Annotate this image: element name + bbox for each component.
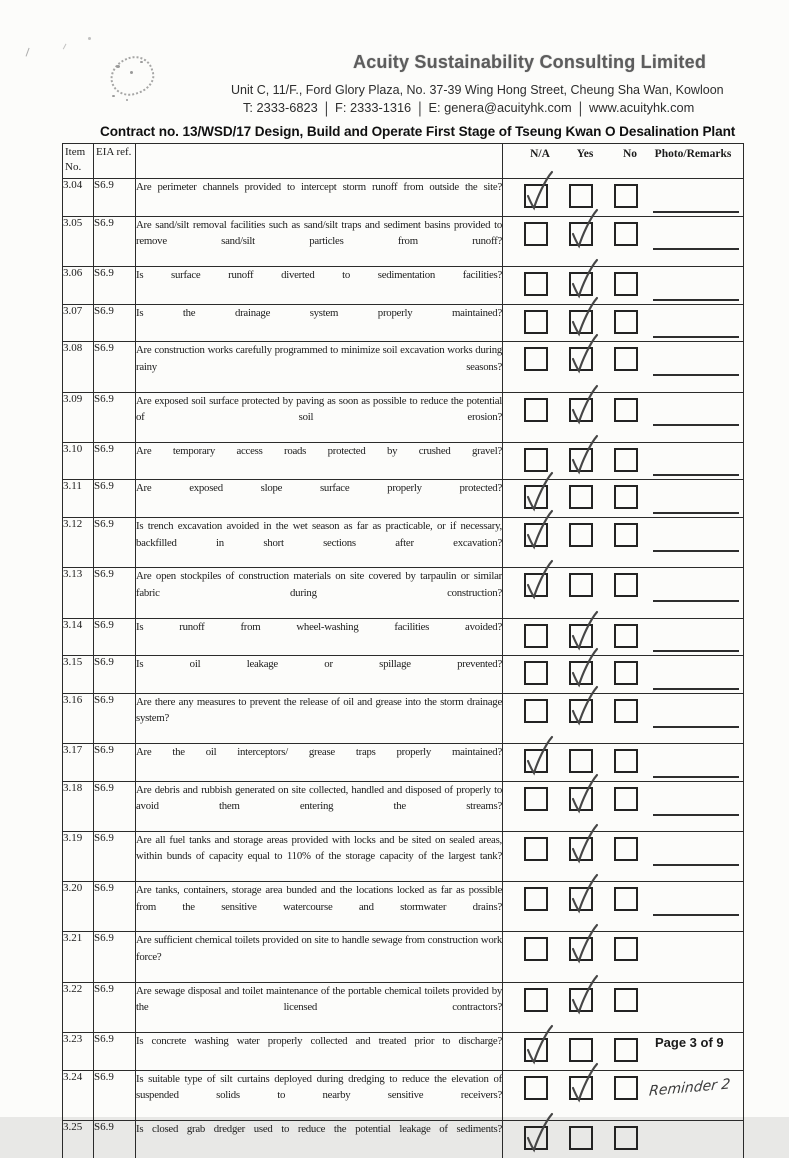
answer-cell bbox=[503, 216, 744, 266]
na-checkbox[interactable] bbox=[524, 1038, 548, 1062]
check-mark-icon bbox=[566, 435, 600, 477]
eia-ref-cell: S6.9 bbox=[94, 832, 136, 882]
yes-checkbox[interactable] bbox=[569, 184, 593, 208]
question-cell: Are temporary access roads protected by crushed gravel? bbox=[136, 442, 503, 480]
item-no-cell: 3.19 bbox=[63, 832, 94, 882]
yes-checkbox[interactable] bbox=[569, 573, 593, 597]
checklist-row bbox=[63, 480, 744, 518]
fax-label: F: 2333-1316 bbox=[335, 100, 412, 115]
remarks-line bbox=[653, 374, 739, 376]
checklist-row bbox=[63, 832, 744, 882]
no-checkbox[interactable] bbox=[614, 1038, 638, 1062]
checklist-row bbox=[63, 1070, 744, 1120]
remarks-line bbox=[653, 914, 739, 916]
check-mark-icon bbox=[566, 924, 600, 966]
no-checkbox[interactable] bbox=[614, 184, 638, 208]
na-checkbox[interactable] bbox=[524, 347, 548, 371]
separator: | bbox=[324, 98, 329, 117]
na-checkbox[interactable] bbox=[524, 523, 548, 547]
answer-cell bbox=[503, 179, 744, 217]
checklist-row bbox=[63, 304, 744, 342]
yes-checkbox[interactable] bbox=[569, 837, 593, 861]
na-checkbox[interactable] bbox=[524, 661, 548, 685]
na-checkbox[interactable] bbox=[524, 573, 548, 597]
handwritten-remark: Reminder 2 bbox=[648, 1075, 731, 1100]
check-mark-icon bbox=[566, 611, 600, 653]
question-header bbox=[136, 144, 503, 179]
remarks-line bbox=[653, 512, 739, 514]
separator: | bbox=[418, 98, 422, 117]
item-no-cell: 3.18 bbox=[63, 781, 94, 831]
no-checkbox[interactable] bbox=[614, 699, 638, 723]
question-cell: Are perimeter channels provided to intercept storm runoff from outside the site? bbox=[136, 179, 503, 217]
eia-ref-cell: S6.9 bbox=[94, 693, 136, 743]
answer-cell bbox=[503, 568, 744, 618]
remarks-line bbox=[653, 474, 739, 476]
na-checkbox[interactable] bbox=[524, 448, 548, 472]
yes-checkbox[interactable] bbox=[569, 1126, 593, 1150]
pencil-mark bbox=[63, 44, 68, 51]
eia-ref-cell: S6.9 bbox=[94, 882, 136, 932]
na-checkbox[interactable] bbox=[524, 988, 548, 1012]
item-no-cell: 3.04 bbox=[63, 179, 94, 217]
answer-cell bbox=[503, 618, 744, 656]
item-no-cell: 3.25 bbox=[63, 1120, 94, 1157]
question-cell: Are sufficient chemical toilets provided on site to handle sewage from construction work force? bbox=[136, 932, 503, 982]
answer-cell bbox=[503, 781, 744, 831]
yes-checkbox[interactable] bbox=[569, 272, 593, 296]
remarks-line bbox=[653, 299, 739, 301]
item-no-cell: 3.16 bbox=[63, 693, 94, 743]
check-mark-icon bbox=[566, 824, 600, 866]
checklist-row bbox=[63, 568, 744, 618]
checklist-row bbox=[63, 781, 744, 831]
check-mark-icon bbox=[566, 385, 600, 427]
na-checkbox[interactable] bbox=[524, 1076, 548, 1100]
checklist-table bbox=[62, 143, 744, 1158]
company-address: Unit C, 11/F., Ford Glory Plaza, No. 37-39 Wing Hong Street, Cheung Sha Wan, Kowloon bbox=[231, 83, 724, 97]
na-checkbox[interactable] bbox=[524, 837, 548, 861]
item-no-cell: 3.20 bbox=[63, 882, 94, 932]
remarks-line bbox=[653, 336, 739, 338]
remarks-line bbox=[653, 550, 739, 552]
question-cell: Are there any measures to prevent the release of oil and grease into the storm drainage system? bbox=[136, 693, 503, 743]
eia-ref-cell: S6.9 bbox=[94, 304, 136, 342]
eia-ref-cell: S6.9 bbox=[94, 932, 136, 982]
pencil-mark bbox=[88, 37, 91, 40]
na-checkbox[interactable] bbox=[524, 184, 548, 208]
checklist-row bbox=[63, 656, 744, 694]
website-label: www.acuityhk.com bbox=[589, 100, 695, 115]
no-checkbox[interactable] bbox=[614, 1076, 638, 1100]
yes-checkbox[interactable] bbox=[569, 887, 593, 911]
check-mark-icon bbox=[566, 334, 600, 376]
remarks-line bbox=[653, 814, 739, 816]
na-checkbox[interactable] bbox=[524, 272, 548, 296]
question-cell: Is the drainage system properly maintained? bbox=[136, 304, 503, 342]
item-no-cell: 3.14 bbox=[63, 618, 94, 656]
yes-checkbox[interactable] bbox=[569, 523, 593, 547]
item-no-cell: 3.15 bbox=[63, 656, 94, 694]
na-checkbox[interactable] bbox=[524, 310, 548, 334]
remarks-line bbox=[653, 211, 739, 213]
question-cell: Is trench excavation avoided in the wet season as far as practicable, or if necessary, backfilled in short sections after excavation? bbox=[136, 518, 503, 568]
checklist-row bbox=[63, 1032, 744, 1070]
email-label: E: genera@acuityhk.com bbox=[428, 100, 572, 115]
question-cell: Are construction works carefully programmed to minimize soil excavation works during rainy seasons? bbox=[136, 342, 503, 392]
tel-label: T: 2333-6823 bbox=[243, 100, 318, 115]
question-cell: Are exposed soil surface protected by paving as soon as possible to reduce the potential of soil erosion? bbox=[136, 392, 503, 442]
remarks-line bbox=[653, 726, 739, 728]
check-mark-icon bbox=[521, 1025, 555, 1067]
na-checkbox[interactable] bbox=[524, 787, 548, 811]
yes-checkbox[interactable] bbox=[569, 448, 593, 472]
table-header-row bbox=[63, 144, 744, 179]
no-checkbox[interactable] bbox=[614, 624, 638, 648]
yes-checkbox[interactable] bbox=[569, 347, 593, 371]
answer-cell bbox=[503, 882, 744, 932]
item-no-header: Item No. bbox=[63, 144, 94, 179]
company-name: Acuity Sustainability Consulting Limited bbox=[353, 52, 707, 72]
question-cell: Are exposed slope surface properly protected? bbox=[136, 480, 503, 518]
checklist-row bbox=[63, 442, 744, 480]
question-cell: Is surface runoff diverted to sedimentation facilities? bbox=[136, 266, 503, 304]
na-checkbox[interactable] bbox=[524, 749, 548, 773]
eia-ref-cell: S6.9 bbox=[94, 982, 136, 1032]
eia-ref-cell: S6.9 bbox=[94, 518, 136, 568]
check-mark-icon bbox=[566, 774, 600, 816]
item-no-cell: 3.13 bbox=[63, 568, 94, 618]
no-checkbox[interactable] bbox=[614, 310, 638, 334]
checklist-rows bbox=[63, 144, 744, 1158]
item-no-cell: 3.09 bbox=[63, 392, 94, 442]
answer-cell bbox=[503, 1120, 744, 1157]
yes-checkbox[interactable] bbox=[569, 699, 593, 723]
contract-title: Contract no. 13/WSD/17 Design, Build and Operate First Stage of Tseung Kwan O Desalination Plant bbox=[100, 124, 736, 139]
yes-checkbox[interactable] bbox=[569, 310, 593, 334]
yes-checkbox[interactable] bbox=[569, 222, 593, 246]
no-checkbox[interactable] bbox=[614, 485, 638, 509]
check-mark-icon bbox=[566, 259, 600, 301]
check-mark-icon bbox=[566, 209, 600, 251]
yes-column-label: Yes bbox=[576, 148, 594, 160]
question-cell: Are tanks, containers, storage area bunded and the locations locked as far as possible from the sensitive watercourse and stormwater drains? bbox=[136, 882, 503, 932]
check-mark-icon bbox=[521, 1113, 555, 1155]
yes-checkbox[interactable] bbox=[569, 749, 593, 773]
answer-cell bbox=[503, 932, 744, 982]
na-column-label: N/A bbox=[530, 148, 550, 160]
eia-ref-cell: S6.9 bbox=[94, 216, 136, 266]
checklist-row bbox=[63, 342, 744, 392]
item-no-cell: 3.07 bbox=[63, 304, 94, 342]
pencil-mark bbox=[26, 48, 32, 57]
yes-checkbox[interactable] bbox=[569, 1076, 593, 1100]
answer-cell bbox=[503, 266, 744, 304]
item-no-cell: 3.08 bbox=[63, 342, 94, 392]
question-cell: Is concrete washing water properly collected and treated prior to discharge? bbox=[136, 1032, 503, 1070]
answer-cell bbox=[503, 656, 744, 694]
eia-ref-cell: S6.9 bbox=[94, 744, 136, 782]
eia-ref-cell: S6.9 bbox=[94, 1070, 136, 1120]
no-column-label: No bbox=[622, 148, 638, 160]
checklist-row bbox=[63, 216, 744, 266]
yes-checkbox[interactable] bbox=[569, 398, 593, 422]
eia-ref-cell: S6.9 bbox=[94, 781, 136, 831]
checklist-row bbox=[63, 1120, 744, 1157]
answer-cell bbox=[503, 744, 744, 782]
check-mark-icon bbox=[566, 874, 600, 916]
remarks-column-label: Photo/Remarks bbox=[654, 148, 732, 160]
question-cell: Are open stockpiles of construction materials on site covered by tarpaulin or similar fabric during construction? bbox=[136, 568, 503, 618]
no-checkbox[interactable] bbox=[614, 347, 638, 371]
checklist-row bbox=[63, 982, 744, 1032]
remarks-line bbox=[653, 776, 739, 778]
no-checkbox[interactable] bbox=[614, 837, 638, 861]
check-mark-icon bbox=[521, 560, 555, 602]
checklist-row bbox=[63, 179, 744, 217]
item-no-cell: 3.06 bbox=[63, 266, 94, 304]
eia-ref-cell: S6.9 bbox=[94, 442, 136, 480]
yes-checkbox[interactable] bbox=[569, 661, 593, 685]
check-mark-icon bbox=[521, 510, 555, 552]
item-no-cell: 3.22 bbox=[63, 982, 94, 1032]
remarks-line bbox=[653, 650, 739, 652]
eia-ref-cell: S6.9 bbox=[94, 266, 136, 304]
answer-cell bbox=[503, 392, 744, 442]
eia-ref-cell: S6.9 bbox=[94, 179, 136, 217]
check-mark-icon bbox=[521, 736, 555, 778]
na-checkbox[interactable] bbox=[524, 398, 548, 422]
no-checkbox[interactable] bbox=[614, 988, 638, 1012]
yes-checkbox[interactable] bbox=[569, 937, 593, 961]
no-checkbox[interactable] bbox=[614, 222, 638, 246]
no-checkbox[interactable] bbox=[614, 523, 638, 547]
page-number: Page 3 of 9 bbox=[655, 1035, 724, 1050]
eia-ref-cell: S6.9 bbox=[94, 342, 136, 392]
item-no-cell: 3.05 bbox=[63, 216, 94, 266]
question-cell: Are sand/silt removal facilities such as sand/silt traps and sediment basins provided to remove sand/silt particles from runoff? bbox=[136, 216, 503, 266]
no-checkbox[interactable] bbox=[614, 749, 638, 773]
question-cell: Are the oil interceptors/ grease traps properly maintained? bbox=[136, 744, 503, 782]
check-mark-icon bbox=[566, 975, 600, 1017]
no-checkbox[interactable] bbox=[614, 272, 638, 296]
eia-ref-cell: S6.9 bbox=[94, 568, 136, 618]
item-no-cell: 3.24 bbox=[63, 1070, 94, 1120]
check-mark-icon bbox=[521, 171, 555, 213]
question-cell: Is runoff from wheel-washing facilities avoided? bbox=[136, 618, 503, 656]
remarks-line bbox=[653, 600, 739, 602]
no-checkbox[interactable] bbox=[614, 887, 638, 911]
checklist-row bbox=[63, 693, 744, 743]
eia-ref-cell: S6.9 bbox=[94, 1120, 136, 1157]
na-checkbox[interactable] bbox=[524, 624, 548, 648]
no-checkbox[interactable] bbox=[614, 448, 638, 472]
question-cell: Is oil leakage or spillage prevented? bbox=[136, 656, 503, 694]
separator: | bbox=[578, 98, 583, 117]
yes-checkbox[interactable] bbox=[569, 624, 593, 648]
na-checkbox[interactable] bbox=[524, 222, 548, 246]
answer-cell bbox=[503, 342, 744, 392]
item-no-cell: 3.11 bbox=[63, 480, 94, 518]
item-no-cell: 3.23 bbox=[63, 1032, 94, 1070]
na-checkbox[interactable] bbox=[524, 887, 548, 911]
company-contact-line bbox=[243, 100, 694, 115]
checklist-row bbox=[63, 618, 744, 656]
eia-ref-cell: S6.9 bbox=[94, 618, 136, 656]
no-checkbox[interactable] bbox=[614, 1126, 638, 1150]
check-mark-icon bbox=[566, 648, 600, 690]
check-mark-icon bbox=[521, 472, 555, 514]
remarks-line bbox=[653, 864, 739, 866]
no-checkbox[interactable] bbox=[614, 661, 638, 685]
item-no-cell: 3.21 bbox=[63, 932, 94, 982]
check-mark-icon bbox=[566, 1063, 600, 1105]
item-no-cell: 3.12 bbox=[63, 518, 94, 568]
yes-checkbox[interactable] bbox=[569, 485, 593, 509]
answer-cell bbox=[503, 304, 744, 342]
item-no-cell: 3.10 bbox=[63, 442, 94, 480]
eia-ref-cell: S6.9 bbox=[94, 392, 136, 442]
company-stamp-icon bbox=[106, 55, 158, 101]
eia-ref-header: EIA ref. bbox=[94, 144, 136, 179]
na-checkbox[interactable] bbox=[524, 699, 548, 723]
question-cell: Is suitable type of silt curtains deployed during dredging to reduce the elevation of suspended solids to nearby sensitive receivers? bbox=[136, 1070, 503, 1120]
no-checkbox[interactable] bbox=[614, 937, 638, 961]
remarks-line bbox=[653, 688, 739, 690]
no-checkbox[interactable] bbox=[614, 398, 638, 422]
check-mark-icon bbox=[566, 297, 600, 339]
no-checkbox[interactable] bbox=[614, 787, 638, 811]
question-cell: Are sewage disposal and toilet maintenance of the portable chemical toilets provided by the licensed contractors? bbox=[136, 982, 503, 1032]
item-no-cell: 3.17 bbox=[63, 744, 94, 782]
checklist-row bbox=[63, 882, 744, 932]
answer-cell bbox=[503, 832, 744, 882]
eia-ref-cell: S6.9 bbox=[94, 656, 136, 694]
yes-checkbox[interactable] bbox=[569, 787, 593, 811]
remarks-line bbox=[653, 424, 739, 426]
remarks-line bbox=[653, 248, 739, 250]
check-mark-icon bbox=[566, 686, 600, 728]
checklist-row bbox=[63, 744, 744, 782]
checklist-row bbox=[63, 518, 744, 568]
question-cell: Are debris and rubbish generated on site collected, handled and disposed of properly to avoid them entering the streams? bbox=[136, 781, 503, 831]
question-cell: Are all fuel tanks and storage areas provided with locks and be sited on sealed areas, within bunds of capacity equal to 110% of the storage capacity of the largest tank? bbox=[136, 832, 503, 882]
checklist-row bbox=[63, 266, 744, 304]
yes-checkbox[interactable] bbox=[569, 1038, 593, 1062]
yes-checkbox[interactable] bbox=[569, 988, 593, 1012]
na-checkbox[interactable] bbox=[524, 485, 548, 509]
na-checkbox[interactable] bbox=[524, 937, 548, 961]
na-checkbox[interactable] bbox=[524, 1126, 548, 1150]
eia-ref-cell: S6.9 bbox=[94, 1032, 136, 1070]
eia-ref-cell: S6.9 bbox=[94, 480, 136, 518]
checklist-row bbox=[63, 392, 744, 442]
question-cell: Is closed grab dredger used to reduce the potential leakage of sediments? bbox=[136, 1120, 503, 1157]
checklist-row bbox=[63, 932, 744, 982]
no-checkbox[interactable] bbox=[614, 573, 638, 597]
